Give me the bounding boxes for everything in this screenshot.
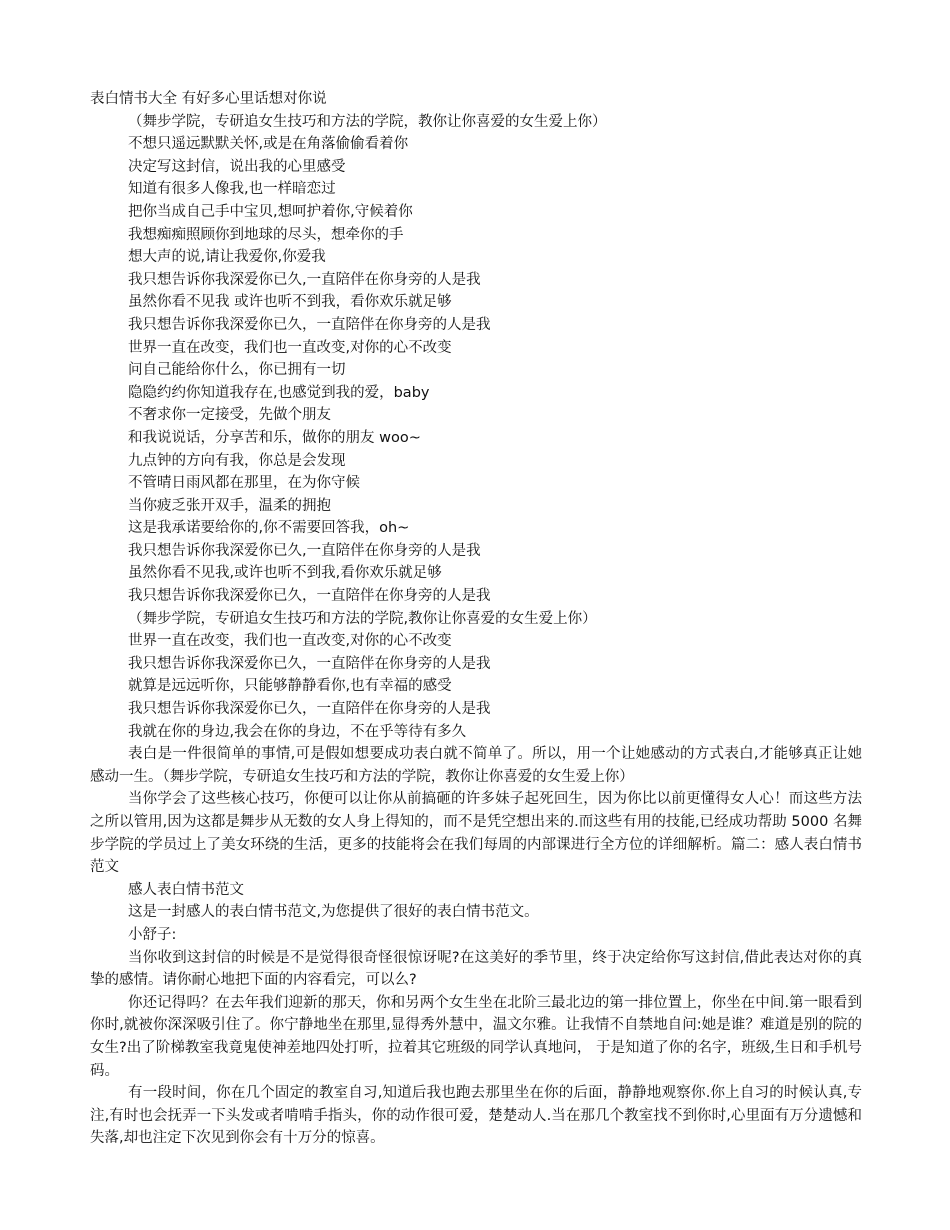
lyric-line: 不管晴日雨风都在那里，在为你守候 [128, 475, 360, 492]
lyric-line: 不想只遥远默默关怀,或是在角落偷偷看着你 [128, 136, 409, 153]
lyric-line: 我只想告诉你我深爱你已久，一直陪伴在你身旁的人是我 [128, 316, 491, 333]
lyric-line: 和我说说话，分享苦和乐，做你的朋友 woo~ [128, 429, 421, 446]
document-title: 表白情书大全 有好多心里话想对你说 [90, 91, 327, 107]
body-paragraph: 这是一封感人的表白情书范文,为您提供了很好的表白情书范文。 [128, 904, 539, 921]
lyric-line: （舞步学院，专研追女生技巧和方法的学院,教你让你喜爱的女生爱上你） [128, 610, 597, 627]
lyric-line: 把你当成自己手中宝贝,想呵护着你,守候着你 [128, 203, 413, 220]
body-paragraph: 当你学会了这些核心技巧，你便可以让你从前搞砸的许多妹子起死回生，因为你比以前更懂得女人心！而这些方法之所以管用,因为这都是舞步从无数的女人身上得知的，而不是凭空想出来的.而这些有用的技能,已经成功帮助 5000 名舞步学院的学员过上了美女环绕的生活，更多的技能将会在我们每周的内部课进行全方位的详细解析。篇二：感人表白情书范文 [90, 791, 862, 876]
document-page [90, 88, 862, 1150]
lyric-line: （舞步学院，专研追女生技巧和方法的学院，教你让你喜爱的女生爱上你） [128, 113, 607, 130]
lyric-line: 这是我承诺要给你的,你不需要回答我，oh~ [128, 520, 410, 537]
lyric-line: 我只想告诉你我深爱你已久，一直陪伴在你身旁的人是我 [128, 588, 491, 605]
lyric-line: 问自己能给你什么，你已拥有一切 [128, 362, 346, 379]
lyric-line: 就算是远远听你，只能够静静看你,也有幸福的感受 [128, 678, 452, 695]
lyric-line: 我想痴痴照顾你到地球的尽头，想牵你的手 [128, 226, 404, 243]
lyric-line: 世界一直在改变，我们也一直改变,对你的心不改变 [128, 633, 452, 650]
lyric-line: 隐隐约约你知道我存在,也感觉到我的爱，baby [128, 384, 430, 401]
lyric-line: 想大声的说,请让我爱你,你爱我 [128, 249, 326, 266]
lyric-line: 知道有很多人像我,也一样暗恋过 [128, 181, 336, 198]
lyric-line: 当你疲乏张开双手，温柔的拥抱 [128, 497, 331, 514]
letter-salutation: 小舒子: [128, 926, 177, 943]
lyric-line: 九点钟的方向有我，你总是会发现 [128, 452, 346, 469]
section-heading: 感人表白情书范文 [128, 881, 244, 898]
lyric-line: 我只想告诉你我深爱你已久，一直陪伴在你身旁的人是我 [128, 655, 491, 672]
lyric-line: 不奢求你一定接受，先做个朋友 [128, 407, 331, 424]
lyric-line: 我只想告诉你我深爱你已久，一直陪伴在你身旁的人是我 [128, 701, 491, 718]
lyric-line: 虽然你看不见我 或许也听不到我，看你欢乐就足够 [128, 294, 452, 311]
lyric-line: 我就在你的身边,我会在你的身边，不在乎等待有多久 [128, 723, 467, 740]
body-paragraph: 表白是一件很简单的事情,可是假如想要成功表白就不简单了。所以，用一个让她感动的方式表白,才能够真正让她感动一生。（舞步学院，专研追女生技巧和方法的学院，教你让你喜爱的女生爱上你） [90, 746, 862, 785]
lyric-line: 虽然你看不见我,或许也听不到我,看你欢乐就足够 [128, 565, 442, 582]
body-paragraph: 你还记得吗？在去年我们迎新的那天，你和另两个女生坐在北阶三最北边的第一排位置上，你坐在中间.第一眼看到你时,就被你深深吸引住了。你宁静地坐在那里,显得秀外慧中，温文尔雅。让我情不自禁地自问:她是谁？难道是别的院的女生?出了阶梯教室我竟鬼使神差地四处打听，拉着其它班级的同学认真地问， 于是知道了你的名字，班级,生日和手机号码。 [90, 994, 862, 1079]
body-paragraph: 有一段时间，你在几个固定的教室自习,知道后我也跑去那里坐在你的后面，静静地观察你.你上自习的时候认真,专注,有时也会抚弄一下头发或者啃啃手指头，你的动作很可爱，楚楚动人.当在那几个教室找不到你时,心里面有万分遗憾和失落,却也注定下次见到你会有十万分的惊喜。 [90, 1085, 862, 1147]
lyric-line: 决定写这封信，说出我的心里感受 [128, 158, 346, 175]
lyric-line: 世界一直在改变，我们也一直改变,对你的心不改变 [128, 339, 452, 356]
lyric-line: 我只想告诉你我深爱你已久,一直陪伴在你身旁的人是我 [128, 271, 481, 288]
lyric-line: 我只想告诉你我深爱你已久,一直陪伴在你身旁的人是我 [128, 542, 481, 559]
body-paragraph: 当你收到这封信的时候是不是觉得很奇怪很惊讶呢?在这美好的季节里，终于决定给你写这封信,借此表达对你的真挚的感情。请你耐心地把下面的内容看完，可以么? [90, 949, 862, 989]
